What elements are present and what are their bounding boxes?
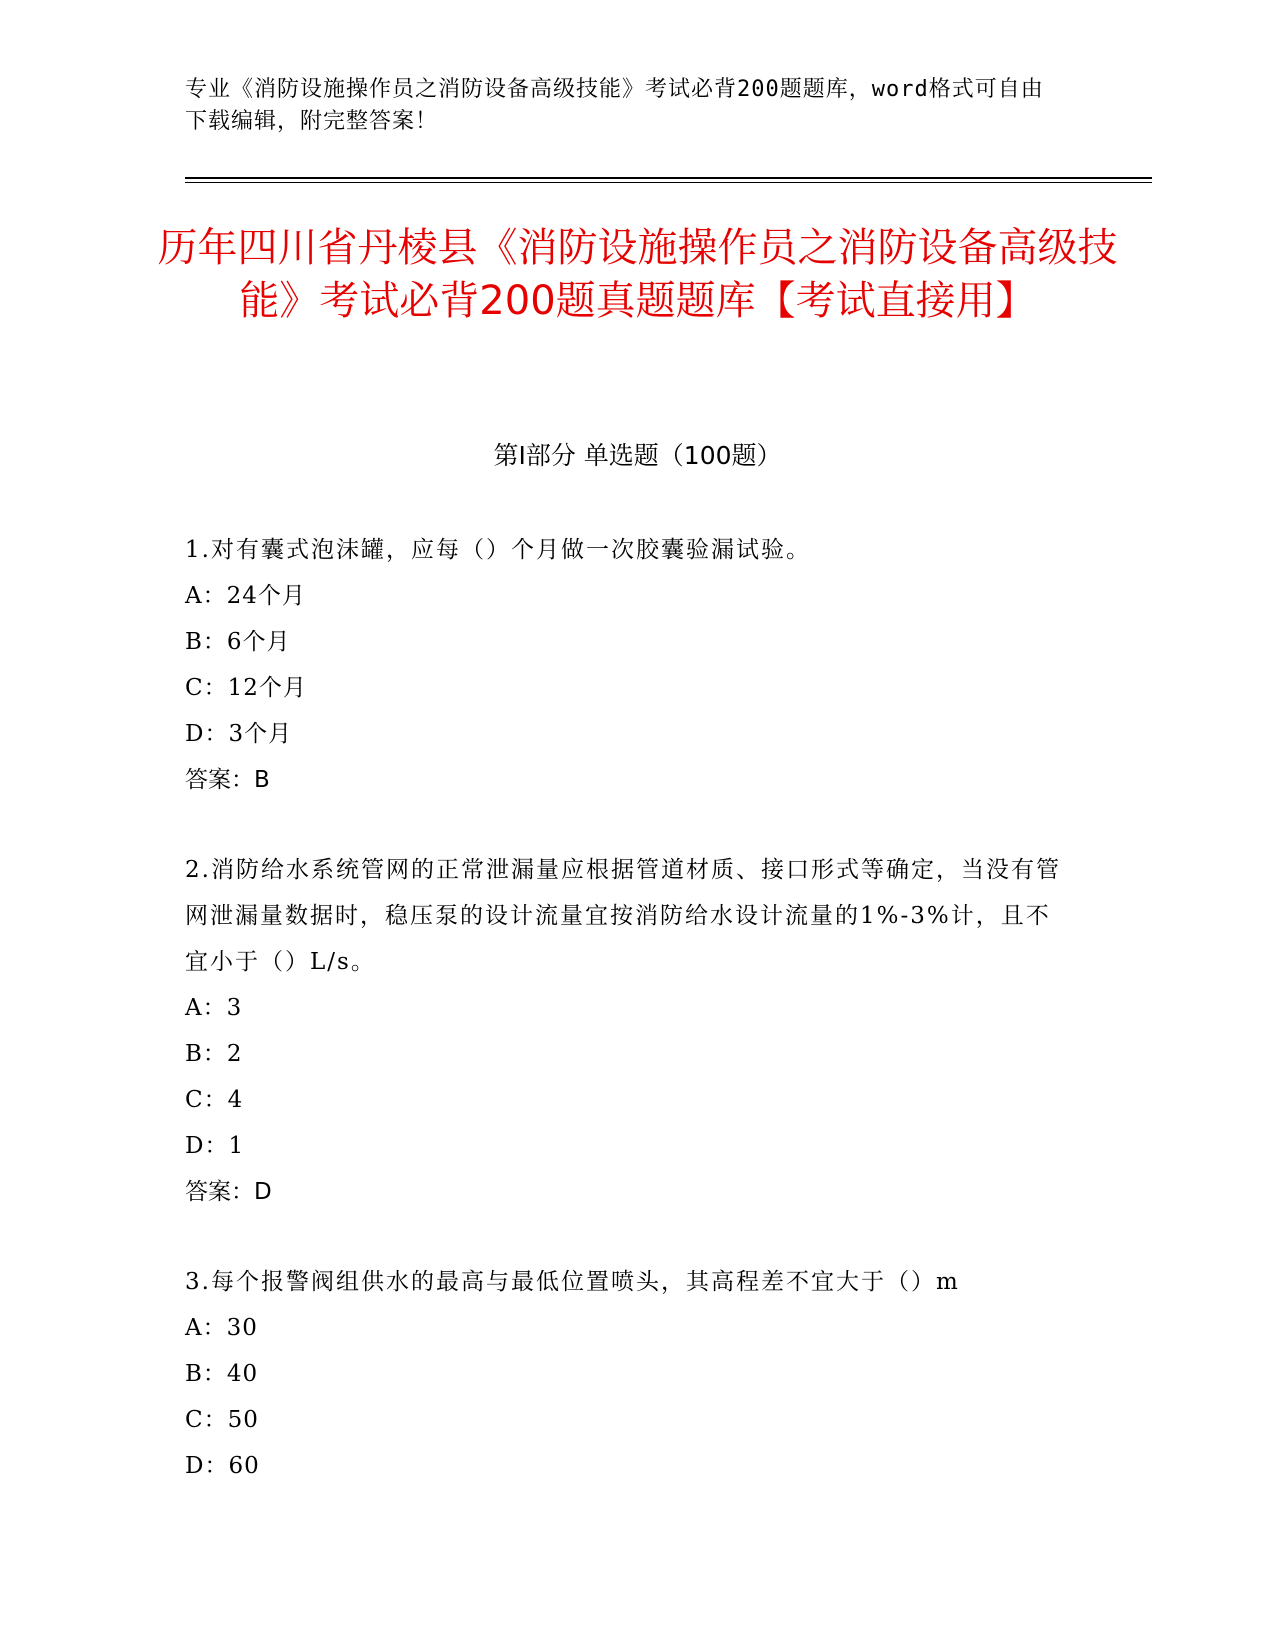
option-d: D：3个月 [185, 721, 293, 747]
question-2 [185, 847, 1065, 1215]
answer-text: 答案：D [185, 1179, 272, 1205]
question-text: 3.每个报警阀组供水的最高与最低位置喷头，其高程差不宜大于（）m [185, 1269, 960, 1295]
question-text: 2.消防给水系统管网的正常泄漏量应根据管道材质、接口形式等确定，当没有管网泄漏量数据时，稳压泵的设计流量宜按消防给水设计流量的1%-3%计，且不宜小于（）L/s。 [185, 857, 1061, 975]
option-b: B：2 [185, 1041, 243, 1067]
option-c: C：50 [185, 1407, 259, 1433]
option-d: D：60 [185, 1453, 260, 1479]
option-b: B：6个月 [185, 629, 291, 655]
option-a: A：24个月 [185, 583, 306, 609]
option-c: C：12个月 [185, 675, 307, 701]
document-intro: 专业《消防设施操作员之消防设备高级技能》考试必背200题题库，word格式可自由下载编辑，附完整答案！ [185, 77, 1044, 134]
header-divider-thin [185, 182, 1152, 183]
question-1 [185, 527, 1065, 803]
question-3 [185, 1259, 1065, 1489]
question-list [185, 527, 1065, 1533]
answer-text: 答案：B [185, 767, 270, 793]
document-title: 历年四川省丹棱县《消防设施操作员之消防设备高级技能》考试必背200题真题题库【考试直接用】 [157, 225, 1118, 324]
option-c: C：4 [185, 1087, 244, 1113]
question-text: 1.对有囊式泡沫罐，应每（）个月做一次胶囊验漏试验。 [185, 537, 811, 563]
option-a: A：30 [185, 1315, 258, 1341]
section-title: 第I部分 单选题（100题） [493, 441, 782, 470]
option-a: A：3 [185, 995, 243, 1021]
header-divider-thick [185, 177, 1152, 179]
option-d: D：1 [185, 1133, 245, 1159]
option-b: B：40 [185, 1361, 259, 1387]
